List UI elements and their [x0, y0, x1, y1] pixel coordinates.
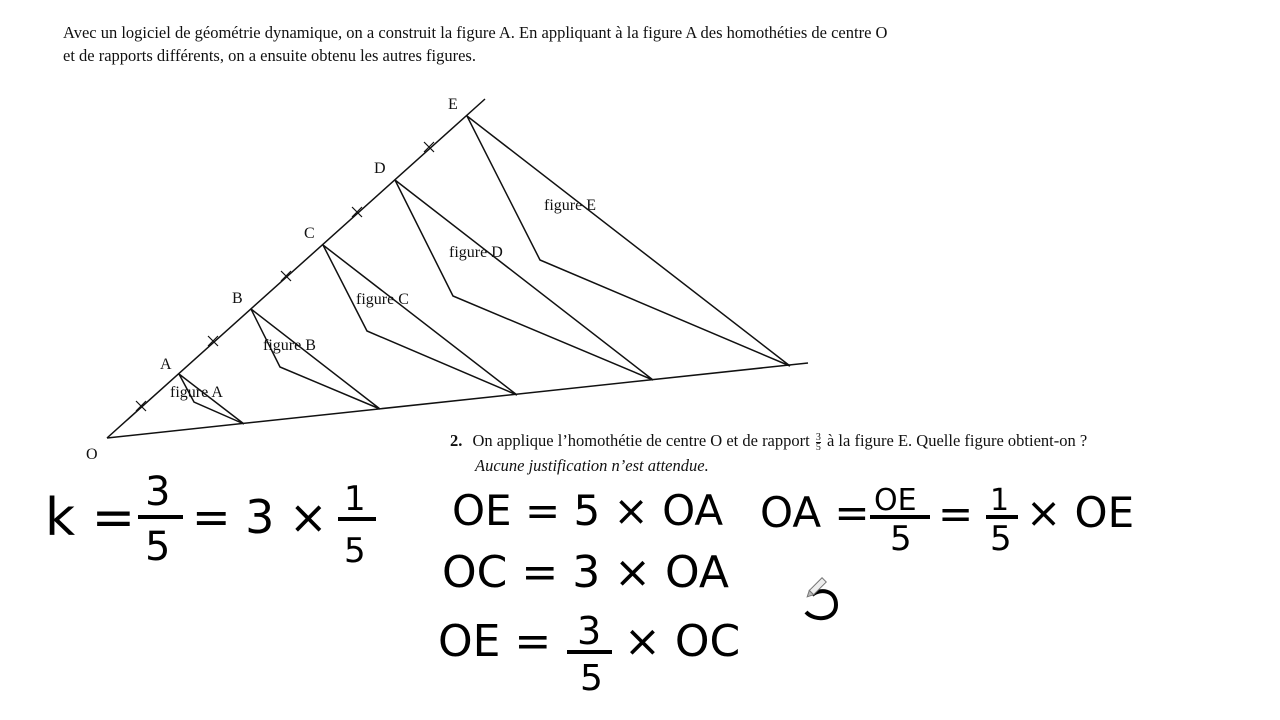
oe-5oa-equation: OE = 5 × OA [452, 486, 724, 535]
question-text-after: à la figure E. Quelle figure obtient-on ? [826, 431, 1088, 450]
oa-num-1: OE [874, 483, 917, 518]
point-a-label: A [160, 356, 172, 373]
oe-den: 5 [580, 658, 603, 699]
figure-d-shape [395, 180, 653, 380]
oe-rhs: × OC [624, 616, 741, 667]
oe-3-5-oc-equation [438, 609, 740, 699]
oc-3oa-equation: OC = 3 × OA [442, 547, 729, 598]
pencil-cursor-icon [805, 578, 826, 599]
handwritten-notes [45, 469, 1134, 699]
figure-e-shape [467, 116, 790, 366]
question-note: Aucune justification n’est attendue. [475, 456, 709, 475]
k-num-2: 1 [344, 479, 366, 519]
ratio-num: 3 [815, 431, 821, 443]
figure-c-shape [323, 245, 517, 395]
oa-rhs: × OE [1026, 488, 1135, 537]
ray-line [107, 99, 485, 438]
question-number: 2. [450, 431, 463, 450]
figure-b-shape [251, 309, 380, 409]
figure-b-label: figure B [263, 337, 316, 354]
intro-text: Avec un logiciel de géométrie dynamique, on a construit la figure A. En appliquant à la figure A des homothéties de centre O et de rapports différents, on a ensuite obtenu les autres figures. [63, 23, 888, 65]
point-d-label: D [374, 160, 386, 177]
k-den-2: 5 [344, 531, 366, 571]
k-equation [45, 469, 376, 571]
point-b-label: B [232, 290, 243, 307]
oe-lhs: OE = [438, 616, 552, 667]
point-o-label: O [86, 446, 98, 463]
oa-lhs: OA = [760, 488, 870, 537]
point-c-label: C [304, 225, 315, 242]
oa-num-2: 1 [990, 483, 1010, 518]
k-mid: = 3 × [192, 490, 328, 544]
figure-e-label: figure E [544, 197, 596, 214]
question-2 [450, 428, 1270, 478]
figure-d-label: figure D [449, 244, 503, 261]
ratio-fraction [816, 433, 821, 452]
oa-den-1: 5 [890, 519, 912, 559]
oa-den-2: 5 [990, 519, 1012, 559]
oa-mid: = [938, 489, 974, 538]
question-text-before: On applique l’homothétie de centre O et de rapport [472, 431, 810, 450]
figure-c-label: figure C [356, 291, 409, 308]
k-den-1: 5 [145, 524, 171, 570]
figure-a-label: figure A [170, 384, 223, 401]
tick-marks [136, 142, 434, 411]
k-num-1: 3 [145, 469, 171, 515]
oe-num: 3 [577, 609, 602, 653]
oa-equation [760, 483, 1134, 559]
ratio-den: 5 [815, 441, 821, 453]
point-e-label: E [448, 96, 458, 113]
k-lhs: k = [45, 488, 136, 548]
